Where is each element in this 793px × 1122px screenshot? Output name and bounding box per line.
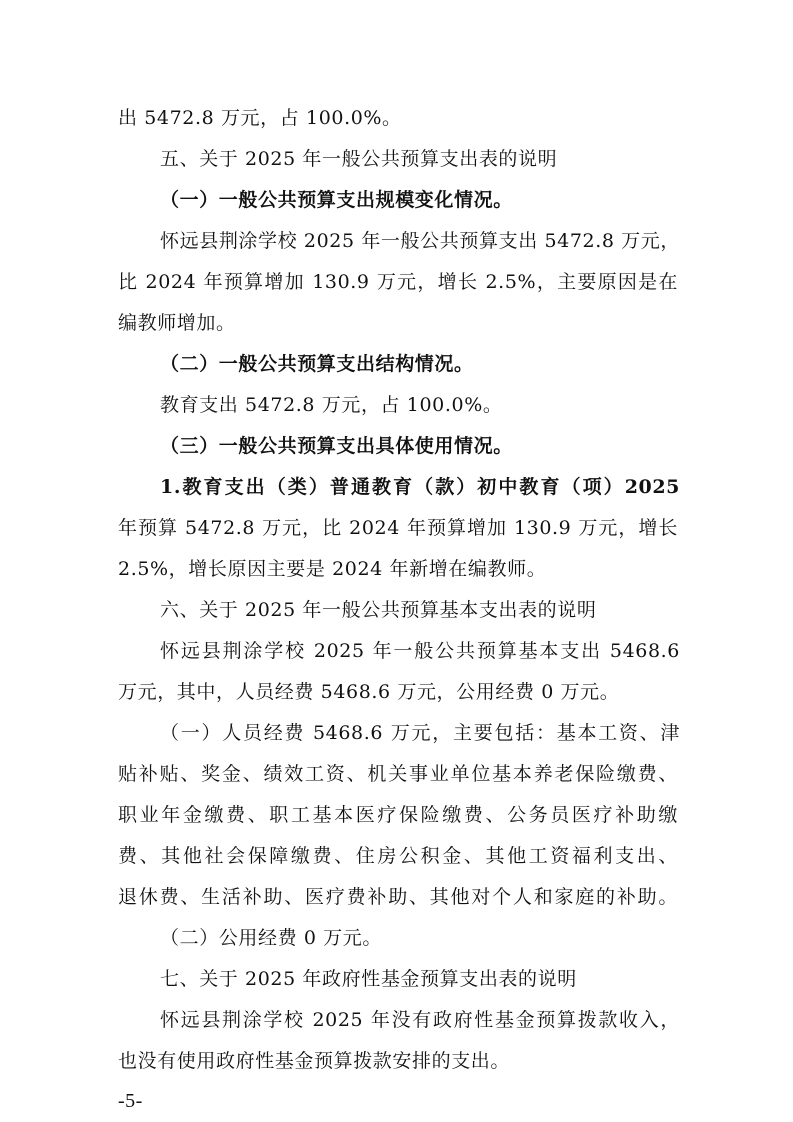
section-6-heading: 六、关于 2025 年一般公共预算基本支出表的说明 — [160, 599, 597, 621]
paragraph-line: 比 2024 年预算增加 130.9 万元，增长 2.5%，主要原因是在 — [118, 271, 678, 293]
item-heading-bold: 1.教育支出（类）普通教育（款）初中教育（项）2025 — [160, 476, 680, 498]
section-5-3-heading: （三）一般公共预算支出具体使用情况。 — [160, 435, 513, 457]
paragraph-line: 万元，其中，人员经费 5468.6 万元，公用经费 0 万元。 — [118, 681, 620, 703]
section-5-1-heading: （一）一般公共预算支出规模变化情况。 — [160, 189, 513, 211]
section-7-heading: 七、关于 2025 年政府性基金预算支出表的说明 — [160, 968, 577, 990]
paragraph-line: 2.5%，增长原因主要是 2024 年新增在编教师。 — [118, 558, 547, 580]
paragraph-line: 也没有使用政府性基金预算拨款安排的支出。 — [118, 1050, 511, 1072]
paragraph-line: （二）公用经费 0 万元。 — [160, 927, 382, 949]
paragraph-line: 怀远县荆涂学校 2025 年没有政府性基金预算拨款收入， — [160, 1009, 680, 1031]
continuation-line: 出 5472.8 万元，占 100.0%。 — [118, 107, 402, 129]
page-number: -5- — [118, 1090, 143, 1112]
section-5-2-heading: （二）一般公共预算支出结构情况。 — [160, 353, 474, 375]
paragraph-line: 怀远县荆涂学校 2025 年一般公共预算基本支出 5468.6 — [160, 640, 680, 662]
paragraph-line: 贴补贴、奖金、绩效工资、机关事业单位基本养老保险缴费、 — [118, 763, 678, 785]
paragraph-line: 教育支出 5472.8 万元，占 100.0%。 — [160, 394, 503, 416]
paragraph-line: 费、其他社会保障缴费、住房公积金、其他工资福利支出、 — [118, 845, 678, 867]
paragraph-line: （一）人员经费 5468.6 万元，主要包括：基本工资、津 — [160, 722, 680, 744]
item-heading-line — [160, 475, 680, 499]
paragraph-line: 年预算 5472.8 万元，比 2024 年预算增加 130.9 万元，增长 — [118, 517, 678, 539]
paragraph-line: 职业年金缴费、职工基本医疗保险缴费、公务员医疗补助缴 — [118, 804, 678, 826]
paragraph-line: 退休费、生活补助、医疗费补助、其他对个人和家庭的补助。 — [118, 886, 678, 908]
section-5-heading: 五、关于 2025 年一般公共预算支出表的说明 — [160, 148, 558, 170]
paragraph-line: 怀远县荆涂学校 2025 年一般公共预算支出 5472.8 万元， — [160, 230, 680, 252]
paragraph-line: 编教师增加。 — [118, 312, 236, 334]
